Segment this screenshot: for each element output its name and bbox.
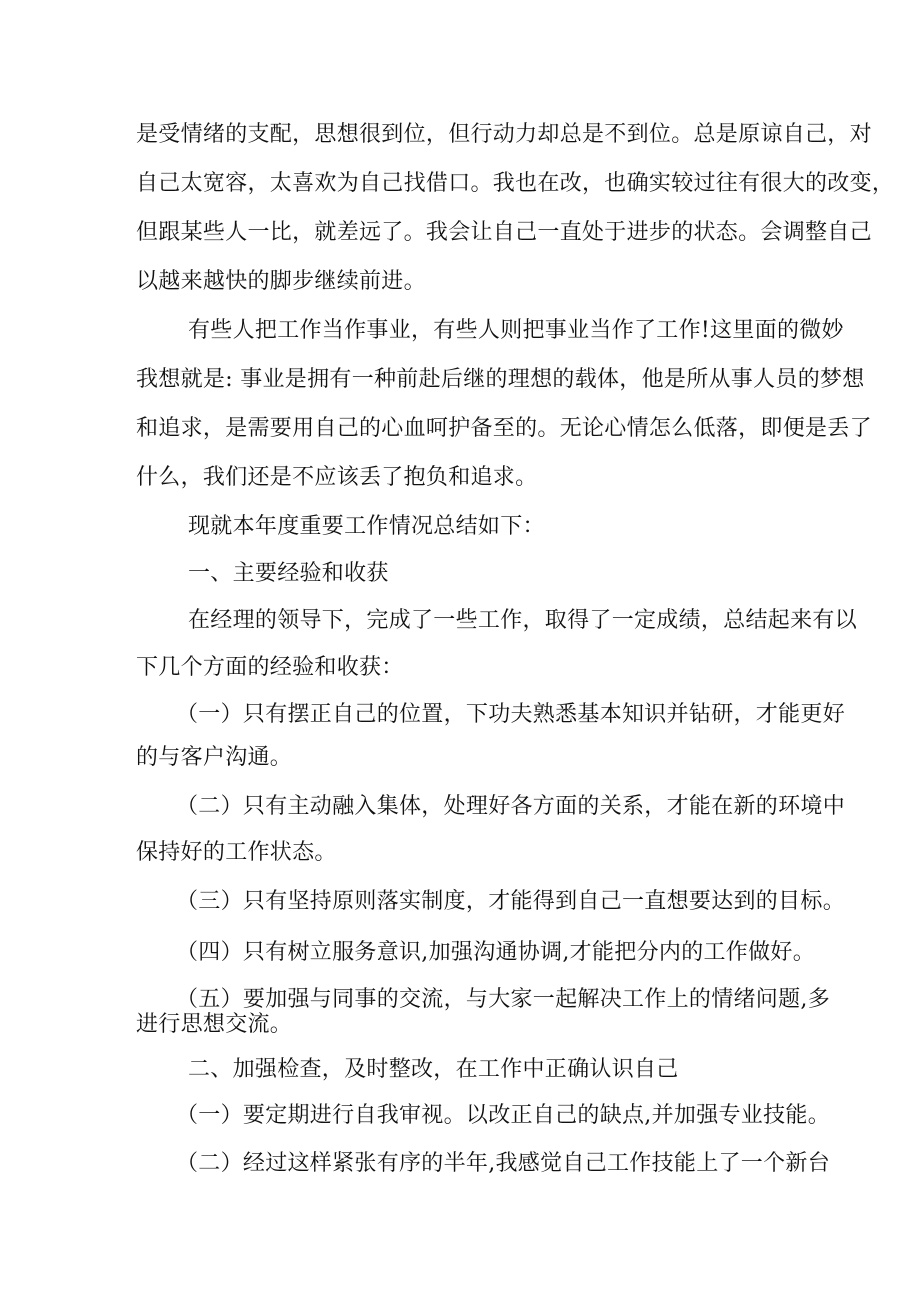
item-2-line-1: （二）只有主动融入集体，处理好各方面的关系，才能在新的环境中 xyxy=(176,794,846,819)
section-1-heading: 一、主要经验和收获 xyxy=(188,561,389,586)
section-2-item-1: （一）要定期进行自我审视。以改正自己的缺点,并加强专业技能。 xyxy=(176,1103,830,1128)
section-2-heading: 二、加强检查，及时整改，在工作中正确认识自己 xyxy=(188,1057,679,1082)
paragraph-2-line-2: 我想就是: 事业是拥有一种前赴后继的理想的载体，他是所从事人员的梦想 xyxy=(136,367,865,392)
section-1-intro-line-1: 在经理的领导下，完成了一些工作，取得了一定成绩，总结起来有以 xyxy=(188,608,858,633)
paragraph-1-line-1: 是受情绪的支配，思想很到位，但行动力却总是不到位。总是原谅自己，对 xyxy=(136,122,872,147)
paragraph-1-line-3: 但跟某些人一比，就差远了。我会让自己一直处于进步的状态。会调整自己 xyxy=(136,220,872,245)
section-2-item-2: （二）经过这样紧张有序的半年,我感觉自己工作技能上了一个新台 xyxy=(176,1151,830,1176)
paragraph-2-line-4: 什么，我们还是不应该丢了抱负和追求。 xyxy=(136,465,538,490)
item-5-line-2: 进行思想交流。 xyxy=(136,1012,293,1037)
section-1-intro-line-2: 下几个方面的经验和收获： xyxy=(136,655,404,680)
item-4-line-1: （四）只有树立服务意识,加强沟通协调,才能把分内的工作做好。 xyxy=(176,940,815,965)
item-3-line-1: （三）只有坚持原则落实制度，才能得到自己一直想要达到的目标。 xyxy=(176,889,846,914)
item-5-line-1: （五）要加强与同事的交流，与大家一起解决工作上的情绪问题,多 xyxy=(176,987,830,1012)
item-1-line-2: 的与客户沟通。 xyxy=(136,745,293,770)
summary-intro: 现就本年度重要工作情况总结如下： xyxy=(188,514,545,539)
paragraph-2-line-1: 有些人把工作当作事业，有些人则把事业当作了工作!这里面的微妙 xyxy=(188,318,844,343)
paragraph-1-line-2: 自己太宽容，太喜欢为自己找借口。我也在改，也确实较过往有很大的改变， xyxy=(136,171,895,196)
paragraph-1-line-4: 以越来越快的脚步继续前进。 xyxy=(136,269,426,294)
item-1-line-1: （一）只有摆正自己的位置，下功夫熟悉基本知识并钻研，才能更好 xyxy=(176,702,846,727)
item-2-line-2: 保持好的工作状态。 xyxy=(136,840,337,865)
paragraph-2-line-3: 和追求，是需要用自己的心血呵护备至的。无论心情怎么低落，即便是丢了 xyxy=(136,416,872,441)
